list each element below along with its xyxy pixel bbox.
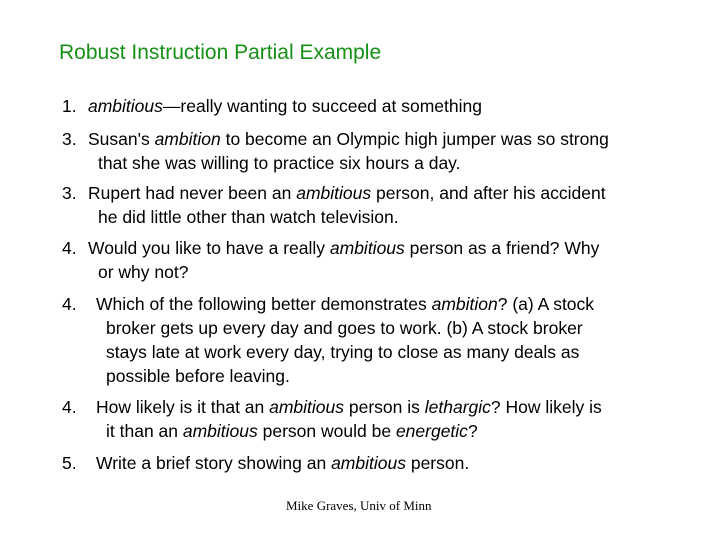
text-run: possible before leaving.: [106, 366, 290, 386]
list-item-text: [88, 94, 482, 118]
text-line: [96, 292, 594, 316]
text-run: Would you like to have a really: [88, 238, 330, 258]
italic-term: ambitious: [88, 96, 163, 116]
text-line: [96, 316, 594, 340]
text-run: ? How likely is: [490, 397, 602, 417]
text-run: stays late at work every day, trying to close as many deals as: [106, 342, 580, 362]
list-item-text: [88, 181, 606, 229]
text-line: [88, 205, 606, 229]
text-line: [88, 260, 599, 284]
list-item-number: 1.: [62, 96, 77, 116]
text-run: person as a friend? Why: [404, 238, 600, 258]
text-line: [88, 94, 482, 118]
list-item-number: 4.: [62, 238, 77, 258]
text-run: —really wanting to succeed at something: [162, 96, 482, 116]
text-run: person would be: [257, 421, 396, 441]
italic-term: ambitious: [269, 397, 345, 417]
slide-title: Robust Instruction Partial Example: [59, 41, 382, 64]
list-item-text: [88, 127, 609, 175]
text-run: ?: [467, 421, 478, 441]
list-item-text: [96, 395, 602, 443]
italic-term: ambitious: [331, 453, 406, 473]
text-line: [96, 364, 594, 388]
text-run: Rupert had never been an: [88, 183, 297, 203]
text-run: Susan's: [88, 129, 155, 149]
text-run: ? (a) A stock: [497, 294, 595, 314]
slide-footer: Mike Graves, Univ of Minn: [286, 498, 432, 513]
list-item-text: [96, 292, 594, 388]
text-run: he did little other than watch television.: [98, 207, 399, 227]
text-line: [88, 236, 599, 260]
italic-term: ambition: [431, 294, 498, 314]
italic-term: energetic: [395, 421, 468, 441]
text-run: or why not?: [98, 262, 189, 282]
list-item-number: 4.: [62, 397, 77, 417]
text-line: [88, 127, 609, 151]
text-run: to become an Olympic high jumper was so strong: [220, 129, 609, 149]
text-run: person is: [344, 397, 425, 417]
text-run: person.: [405, 453, 470, 473]
italic-term: ambitious: [329, 238, 405, 258]
list-item-number: 3.: [62, 183, 77, 203]
text-run: Which of the following better demonstrates: [96, 294, 432, 314]
text-line: [96, 340, 594, 364]
list-item-text: [88, 236, 599, 284]
list-item-number: 5.: [62, 453, 77, 473]
italic-term: ambitious: [296, 183, 372, 203]
text-run: broker gets up every day and goes to work. (b) A stock broker: [106, 318, 583, 338]
text-line: [96, 451, 469, 475]
text-line: [88, 151, 609, 175]
list-item-number: 3.: [62, 129, 77, 149]
italic-term: lethargic: [424, 397, 491, 417]
italic-term: ambitious: [182, 421, 258, 441]
text-run: Write a brief story showing an: [96, 453, 332, 473]
text-line: [96, 419, 602, 443]
text-line: [88, 181, 606, 205]
list-item-number: 4.: [62, 294, 77, 314]
text-run: that she was willing to practice six hours a day.: [98, 153, 461, 173]
list-item-text: [96, 451, 469, 475]
text-run: How likely is it that an: [96, 397, 270, 417]
text-line: [96, 395, 602, 419]
text-run: person, and after his accident: [371, 183, 606, 203]
text-run: it than an: [106, 421, 183, 441]
italic-term: ambition: [154, 129, 221, 149]
